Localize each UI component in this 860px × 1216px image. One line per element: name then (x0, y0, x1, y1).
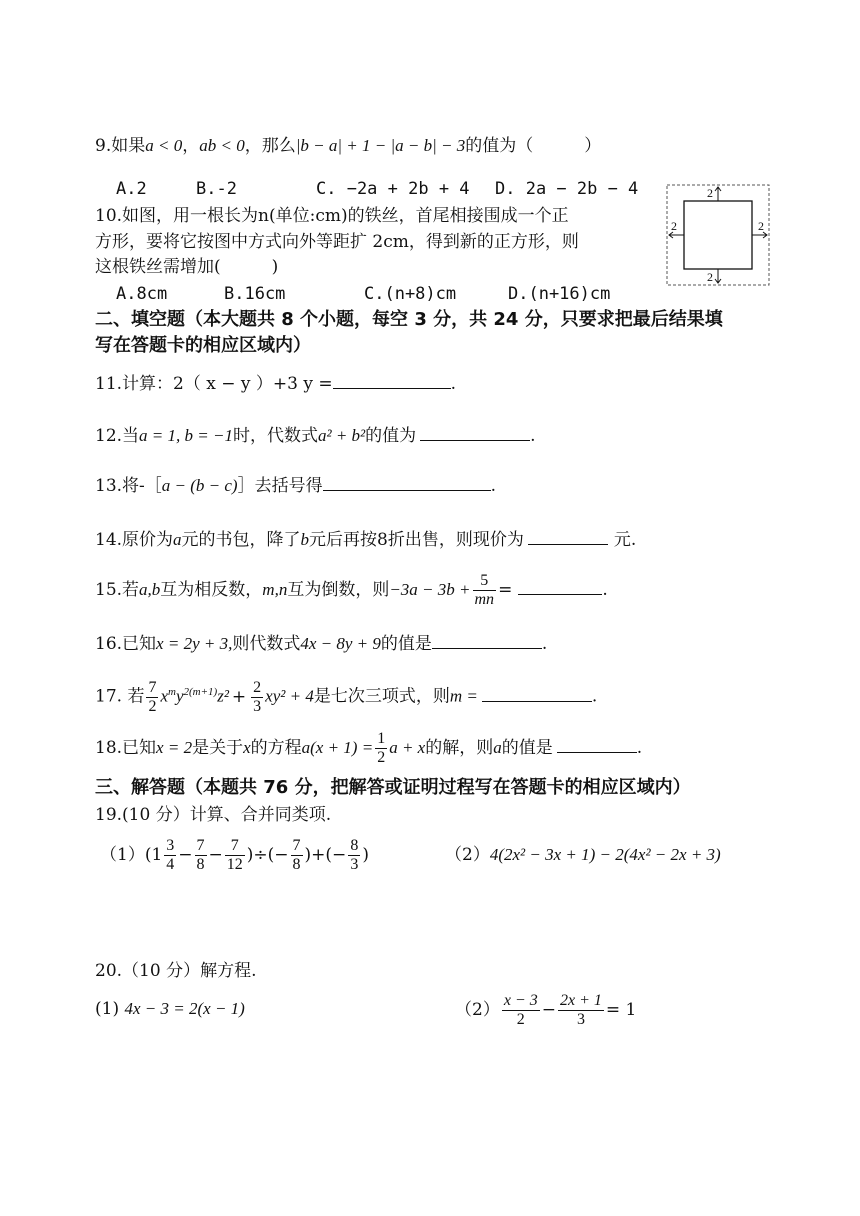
q12-answer-blank (420, 424, 530, 441)
q15-v2: m,n (262, 580, 288, 599)
q17-mid: 是七次三项式，则 (313, 686, 450, 707)
label-right: 2 (758, 219, 764, 233)
q10-option-a: A.8cm (116, 284, 168, 304)
q17-fraction-2 (251, 679, 263, 716)
q19-p1-f5-num: 8 (350, 837, 359, 854)
q13-expr: a − (b − c) (161, 476, 238, 495)
q19-p1-close: ) (362, 845, 369, 865)
q19-p1-frac-1 (164, 837, 176, 874)
q19-part2 (445, 844, 721, 866)
q11-end: . (450, 374, 457, 394)
q19-p2-expr: 4(2x² − 3x + 1) − 2(4x² − 2x + 3) (489, 845, 721, 864)
q18-mid2: 的方程 (250, 738, 302, 758)
q9-line (95, 135, 601, 157)
q15-answer-blank (518, 578, 602, 595)
q19-p1-minus1: − (178, 845, 193, 865)
q10-line1: 10.如图，用一根长为n(单位:cm)的铁丝，首尾相接围成一个正 (95, 206, 569, 226)
q13-line (95, 474, 496, 497)
q17-sup-m: m (168, 686, 176, 698)
q19-p1-frac-4 (291, 837, 303, 874)
q9-option-c: C. −2a + 2b + 4 (316, 179, 470, 199)
q18-var: x (243, 738, 251, 757)
label-top: 2 (707, 186, 713, 200)
q12-pre: 12.当 (95, 426, 140, 446)
q20-p2-label: （2） (455, 1000, 500, 1020)
square-expansion-figure (666, 184, 770, 286)
q14-b: b (300, 530, 310, 549)
q15-pre: 15.若 (95, 580, 140, 600)
q20-p1-expr: 4x − 3 = 2(x − 1) (124, 999, 245, 1018)
q18-ask: a (493, 738, 502, 757)
q14-post: 折出售，则现价为 (387, 530, 524, 550)
q15-line (95, 568, 608, 612)
q9-tail: 的值为（ ） (465, 136, 602, 156)
q17-f2-num: 2 (253, 678, 262, 696)
q9-stem: 9.如果 (95, 136, 146, 156)
q20-p2-eq: = 1 (605, 1000, 637, 1020)
q14-a: a (173, 530, 182, 549)
q20-p2-f1-num: x − 3 (503, 992, 538, 1009)
q16-cond: x = 2y + 3, (156, 634, 233, 653)
q16-line (95, 632, 547, 655)
q20-p1-label: (1) (95, 999, 120, 1019)
q17-term1: x (160, 686, 168, 706)
q13-answer-blank (323, 474, 491, 491)
q11-text: 11.计算：2（ x − y ）+3 y = (95, 374, 333, 394)
q18-fraction (375, 730, 387, 767)
q10-option-b: B.16cm (224, 284, 286, 304)
q15-fraction (473, 572, 497, 609)
q14-line (95, 528, 636, 551)
q17-ask: m = (449, 686, 478, 706)
q17-line (95, 668, 597, 721)
q20-part2 (455, 988, 636, 1032)
section2-heading-line1: 二、填空题（本大题共 8 个小题，每空 3 分，共 24 分，只要求把最后结果填 (95, 309, 723, 330)
q16-answer-blank (432, 632, 542, 649)
q20-p2-f2-num: 2x + 1 (559, 992, 602, 1009)
q20-p2-f2-den: 3 (576, 1011, 585, 1028)
q17-pre: 17. 若 (95, 686, 145, 707)
q17-term2: xy² + 4 (265, 686, 314, 706)
q18-f-num: 1 (377, 730, 386, 747)
q19-part1 (100, 832, 369, 878)
q15-end: . (602, 580, 608, 600)
q9-option-a: A.2 (116, 179, 147, 199)
q19-p1-frac-3 (225, 837, 245, 874)
q18-end: . (636, 738, 643, 758)
q15-frac-num: 5 (473, 572, 497, 591)
q19-p1-label: （1） (100, 845, 145, 865)
q17-plus: + (231, 686, 247, 707)
q14-num: 8 (377, 530, 388, 550)
q15-frac-den: mn (474, 591, 495, 608)
q20-p2-frac-2 (558, 992, 604, 1029)
q19-p1-f3-den: 12 (226, 856, 243, 873)
q11-line (95, 372, 456, 395)
q19-p1-f1-den: 4 (166, 856, 175, 873)
q14-mid2: 元后再按 (309, 530, 378, 550)
q20-p2-f1-den: 2 (516, 1011, 525, 1028)
q17-f1-den: 2 (148, 697, 157, 715)
q20-part1 (95, 998, 245, 1020)
q17-fraction-1 (146, 679, 158, 716)
q17-f2-den: 3 (253, 697, 262, 715)
q17-sup-exp: 2(m+1) (183, 686, 218, 698)
q10-option-d: D.(n+16)cm (508, 284, 611, 304)
q16-mid: 则代数式 (232, 634, 301, 654)
q12-mid: 时，代数式 (232, 426, 318, 446)
q19-p1-f2-num: 7 (196, 837, 205, 854)
q20-p2-frac-1 (502, 992, 540, 1029)
q17-f1-num: 7 (148, 678, 157, 696)
q15-expr: −3a − 3b + (389, 580, 471, 599)
q13-post: ］去括号得 (237, 476, 323, 496)
q15-mid2: 互为倒数，则 (287, 580, 390, 600)
q14-pre: 14.原价为 (95, 530, 174, 550)
q17-end: . (591, 686, 598, 707)
q14-mid1: 元的书包，降了 (181, 530, 301, 550)
q12-post: 的值为 (365, 426, 417, 446)
q18-f-den: 2 (377, 749, 386, 766)
q18-eq-right: a + x (389, 738, 426, 757)
q19-p2-label: （2） (445, 845, 490, 865)
q9-option-d: D. 2a − 2b − 4 (495, 179, 639, 199)
q15-v1: a,b (139, 580, 161, 599)
q19-title: 19.(10 分）计算、合并同类项. (95, 805, 332, 825)
label-left: 2 (671, 219, 677, 233)
q9-cond2: ab < 0 (199, 136, 245, 155)
q12-expr: a² + b² (317, 426, 366, 445)
q18-line (95, 724, 642, 772)
q18-cond: x = 2 (156, 738, 193, 757)
q10-line3: 这根铁丝需增加( ) (95, 257, 279, 277)
q19-p1-f4-den: 8 (292, 856, 301, 873)
q9-cond1: a < 0 (145, 136, 183, 155)
inner-square (684, 201, 752, 269)
q12-line (95, 424, 536, 447)
q10-line2: 方形，要将它按图中方式向外等距扩 2cm，得到新的正方形，则 (95, 232, 579, 252)
q14-answer-blank (528, 528, 608, 545)
q19-p1-frac-2 (195, 837, 207, 874)
q9-sep: ， (182, 136, 200, 156)
q18-answer-blank (557, 736, 637, 753)
q17-term1b: y (175, 686, 184, 706)
q18-mid3: 的解，则 (425, 738, 494, 758)
q16-pre: 16.已知 (95, 634, 157, 654)
q14-end: 元. (613, 530, 637, 550)
q9-expr: |b − a| + 1 − |a − b| − 3 (295, 136, 466, 155)
q12-end: . (530, 426, 536, 446)
q19-p1-plus: )+(− (304, 845, 347, 865)
q19-p1-f4-num: 7 (292, 837, 301, 854)
q10-option-c: C.(n+8)cm (364, 284, 457, 304)
q16-post: 的值是 (380, 634, 432, 654)
q16-expr: 4x − 8y + 9 (300, 634, 381, 653)
q18-mid1: 是关于 (192, 738, 244, 758)
q16-end: . (541, 634, 548, 654)
q19-p1-open: (1 (144, 845, 163, 865)
label-bottom: 2 (707, 270, 713, 284)
q19-p1-frac-5 (348, 837, 360, 874)
q15-eq: = (498, 580, 513, 600)
q13-end: . (490, 476, 496, 496)
q19-p1-f2-den: 8 (196, 856, 205, 873)
q13-pre: 13.将-［ (95, 476, 162, 496)
q11-answer-blank (333, 372, 451, 389)
q20-p2-minus: − (541, 1000, 556, 1020)
q19-p1-f3-num: 7 (225, 837, 245, 856)
q19-p1-f5-den: 3 (350, 856, 359, 873)
q19-p1-minus2: − (208, 845, 223, 865)
q18-post: 的值是 (501, 738, 553, 758)
section2-heading-line2: 写在答题卡的相应区域内） (95, 335, 311, 356)
q9-option-b: B.-2 (196, 179, 237, 199)
q18-eq-left: a(x + 1) = (301, 738, 374, 757)
q20-title: 20.（10 分）解方程. (95, 961, 257, 981)
q12-cond: a = 1, b = −1 (139, 426, 233, 445)
q18-pre: 18.已知 (95, 738, 157, 758)
section3-heading: 三、解答题（本题共 76 分，把解答或证明过程写在答题卡的相应区域内） (95, 777, 691, 798)
q17-answer-blank (482, 685, 592, 702)
q15-mid1: 互为相反数， (160, 580, 263, 600)
q17-term1c: z² (217, 686, 229, 706)
q19-p1-f1-num: 3 (166, 837, 175, 854)
q19-p1-div: )÷(− (246, 845, 289, 865)
q9-mid: ，那么 (244, 136, 296, 156)
